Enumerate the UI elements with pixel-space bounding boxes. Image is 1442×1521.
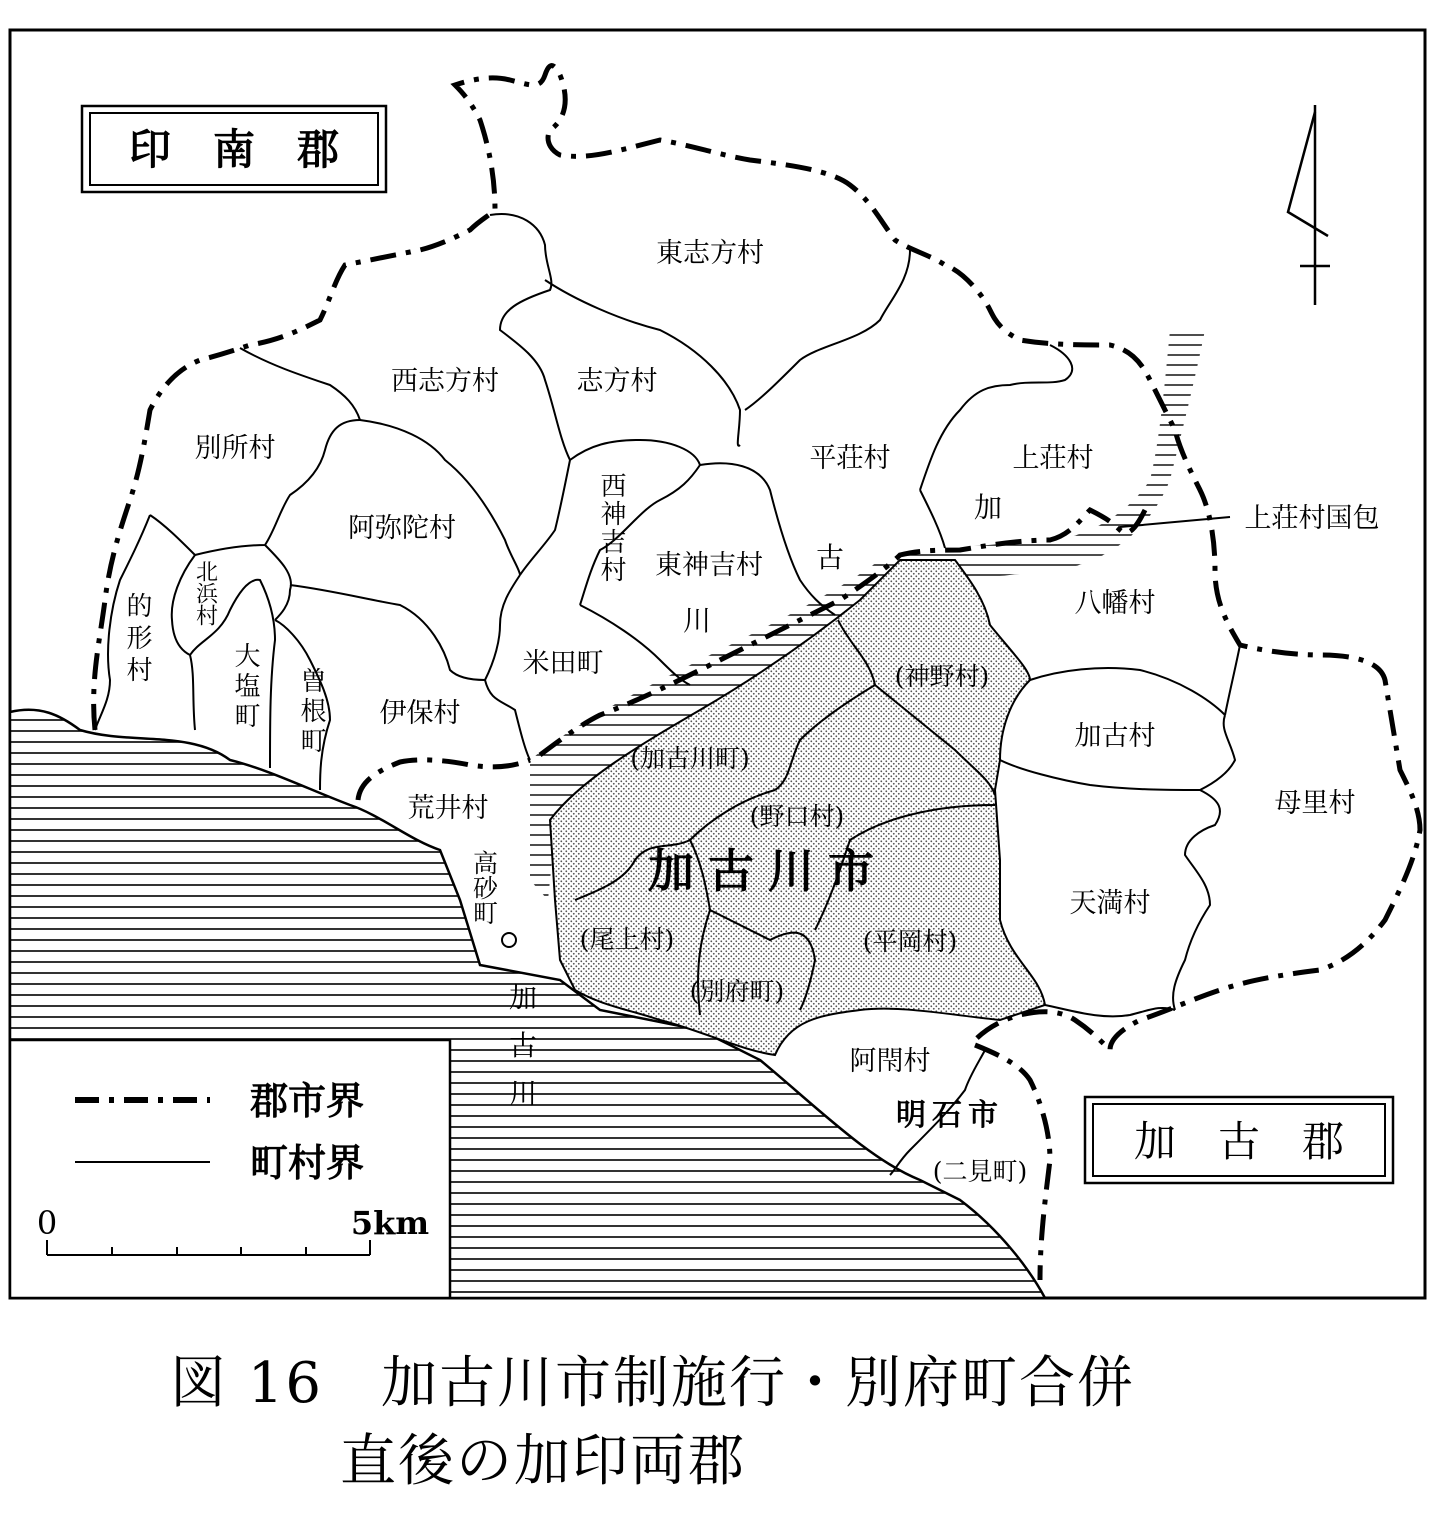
- label-nishishikata: 西志方村: [391, 366, 499, 397]
- label-amida: 阿弥陀村: [348, 513, 456, 544]
- river-label-ka-2: 加: [973, 491, 1003, 524]
- label-bessho: 別所村: [194, 433, 276, 464]
- legend-district-label: 郡市界: [250, 1078, 365, 1123]
- takasago-marker: [502, 933, 516, 947]
- label-ae: 阿閇村: [849, 1046, 931, 1077]
- label-kako: 加古村: [1074, 721, 1156, 752]
- scale-start: 0: [36, 1204, 58, 1242]
- label-kakogawa-town: (加古川町): [630, 744, 750, 773]
- kako-district-label: 加 古 郡: [1133, 1117, 1345, 1166]
- label-sone: 曽根町: [296, 667, 326, 757]
- river-label-ko-1: 古: [508, 1029, 538, 1062]
- label-noguchi: (野口村): [749, 802, 845, 831]
- label-nishikanki: 西神吉村: [596, 472, 626, 584]
- label-kitahama: 北浜村: [192, 560, 218, 626]
- label-higashikanki: 東神吉村: [655, 550, 763, 581]
- legend: [10, 1040, 450, 1298]
- label-takasago: 高砂町: [469, 850, 499, 925]
- legend-village-label: 町村界: [250, 1140, 365, 1185]
- innami-district-box: [82, 106, 386, 192]
- scale-end: 5km: [350, 1204, 430, 1242]
- label-oshio: 大塩町: [230, 642, 260, 732]
- label-shikata: 志方村: [576, 366, 658, 397]
- river-label-gawa-2: 川: [682, 604, 712, 637]
- label-yoneda: 米田町: [522, 648, 604, 679]
- label-hiraoka: (平岡村): [862, 927, 958, 956]
- caption-line-1: 図 16 加古川市制施行・別府町合併: [170, 1351, 1136, 1416]
- label-tenma: 天満村: [1069, 888, 1151, 919]
- north-arrow-icon: [1288, 105, 1330, 305]
- kako-district-box: [1085, 1097, 1393, 1183]
- label-akashi: 明石市: [896, 1098, 1004, 1133]
- label-hiraso: 平荘村: [809, 443, 891, 474]
- label-arai: 荒井村: [407, 793, 489, 824]
- river-label-ko-2: 古: [815, 541, 845, 574]
- label-kakogawa-city: 加古川市: [648, 844, 888, 898]
- label-matogata: 的形村: [122, 592, 152, 688]
- river-label-ka-1: 加: [508, 981, 538, 1014]
- label-kanno: (神野村): [894, 662, 990, 691]
- label-higashishikata: 東志方村: [656, 238, 764, 269]
- innami-district-label: 印 南 郡: [128, 125, 340, 174]
- river-label-gawa-1: 川: [508, 1077, 538, 1110]
- label-iho: 伊保村: [379, 698, 461, 729]
- label-mori: 母里村: [1274, 788, 1356, 819]
- label-yahata: 八幡村: [1074, 588, 1156, 619]
- caption-line-2: 直後の加印両郡: [340, 1429, 746, 1494]
- label-futami: (二見町): [932, 1157, 1028, 1186]
- label-onoe: (尾上村): [579, 925, 675, 954]
- label-befu: (別府町): [689, 977, 785, 1006]
- label-kamiso-kunikane: 上荘村国包: [1244, 503, 1380, 534]
- label-kamiso: 上荘村: [1012, 443, 1094, 474]
